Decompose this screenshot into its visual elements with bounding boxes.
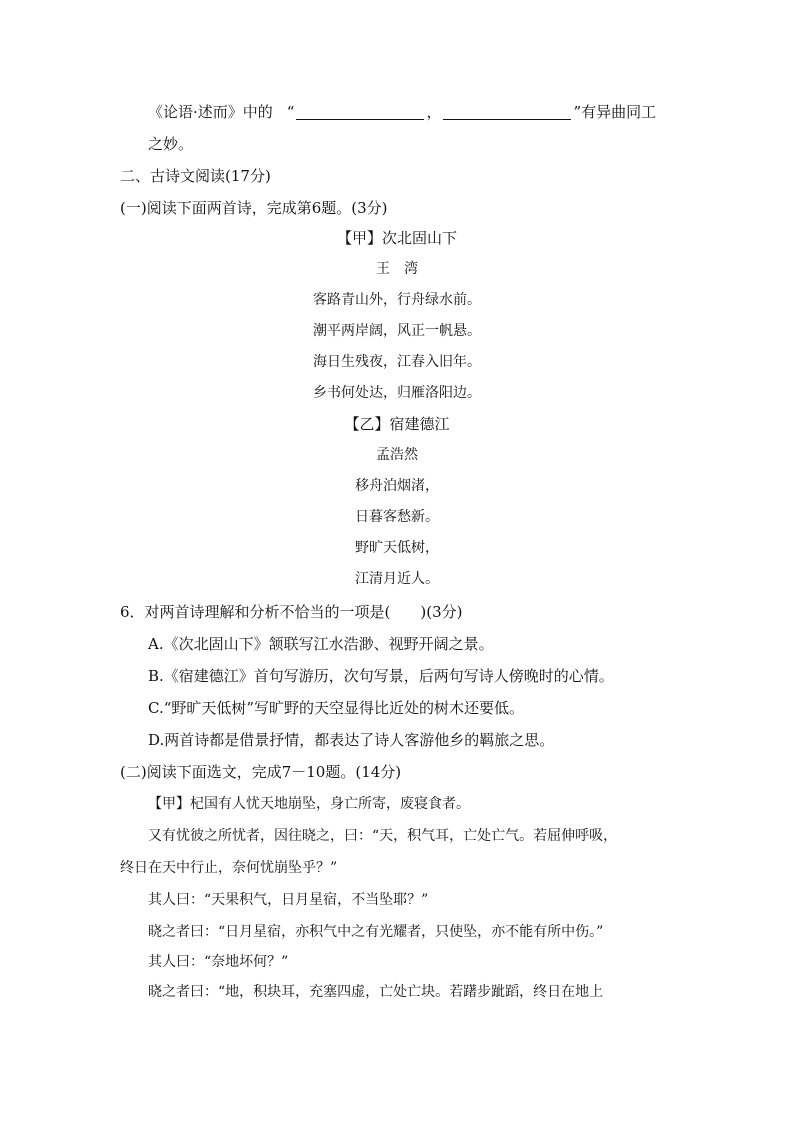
- poem-a-line: 客路青山外，行舟绿水前。: [313, 292, 481, 308]
- answer-blank-1[interactable]: [296, 105, 424, 120]
- question-6-stem: 6．对两首诗理解和分析不恰当的一项是( )(3分): [120, 603, 463, 621]
- poem-b-author: 孟浩然: [376, 447, 418, 463]
- text-line-continuation: 之妙。: [148, 135, 194, 153]
- prose-line: 其人曰：“天果积气，日月星宿，不当坠耶？”: [148, 892, 429, 908]
- poem-a-line: 乡书何处达，归雁洛阳边。: [313, 385, 481, 401]
- comma: ，: [426, 103, 442, 121]
- poem-a-title: 【甲】次北固山下: [336, 229, 457, 247]
- quote-open: “: [286, 103, 295, 121]
- answer-blank-2[interactable]: [443, 105, 571, 120]
- prose-line: 其人曰：“奈地坏何？”: [148, 954, 289, 970]
- prose-line: 又有忧彼之所忧者，因往晓之，曰：“天，积气耳，亡处亡气。若屈伸呼吸，: [148, 828, 618, 844]
- poem-b-line: 移舟泊烟渚，: [355, 478, 439, 494]
- poem-a-line: 潮平两岸阔，风正一帆悬。: [313, 323, 481, 339]
- part1-intro: (一)阅读下面两首诗，完成第6题。(3分): [120, 199, 388, 217]
- poem-b-line: 江清月近人。: [355, 571, 439, 587]
- text-lunyu: 《论语·述而》中的: [148, 103, 273, 121]
- prose-line: 晓之者曰：“地，积块耳，充塞四虚，亡处亡块。若躇步跐蹈，终日在地上: [148, 984, 604, 1000]
- poem-b-line: 野旷天低树，: [355, 540, 439, 556]
- poem-b-title: 【乙】宿建德江: [344, 415, 450, 433]
- prose-line: 【甲】杞国有人忧天地崩坠，身亡所寄，废寝食者。: [148, 796, 470, 812]
- option-d[interactable]: D.两首诗都是借景抒情，都表达了诗人客游他乡的羁旅之思。: [148, 731, 555, 749]
- poem-b-line: 日暮客愁新。: [355, 509, 439, 525]
- prose-line: 晓之者曰：“日月星宿，亦积气中之有光耀者，只使坠，亦不能有所中伤。”: [148, 924, 604, 940]
- text-after-blanks: ”有异曲同工: [573, 103, 657, 121]
- quote-fill-line: [148, 102, 656, 122]
- poem-a-author: 王 湾: [376, 261, 418, 277]
- option-c[interactable]: C.“野旷天低树”写旷野的天空显得比近处的树木还要低。: [148, 699, 525, 717]
- option-a[interactable]: A.《次北固山下》颔联写江水浩渺、视野开阔之景。: [148, 635, 494, 653]
- prose-line: 终日在天中行止，奈何忧崩坠乎？”: [120, 860, 338, 876]
- section-heading: 二、古诗文阅读(17分): [120, 167, 271, 185]
- option-b[interactable]: B.《宿建德江》首句写游历，次句写景，后两句写诗人傍晚时的心情。: [148, 667, 614, 685]
- part2-intro: (二)阅读下面选文，完成7－10题。(14分): [120, 763, 402, 781]
- poem-a-line: 海日生残夜，江春入旧年。: [313, 354, 481, 370]
